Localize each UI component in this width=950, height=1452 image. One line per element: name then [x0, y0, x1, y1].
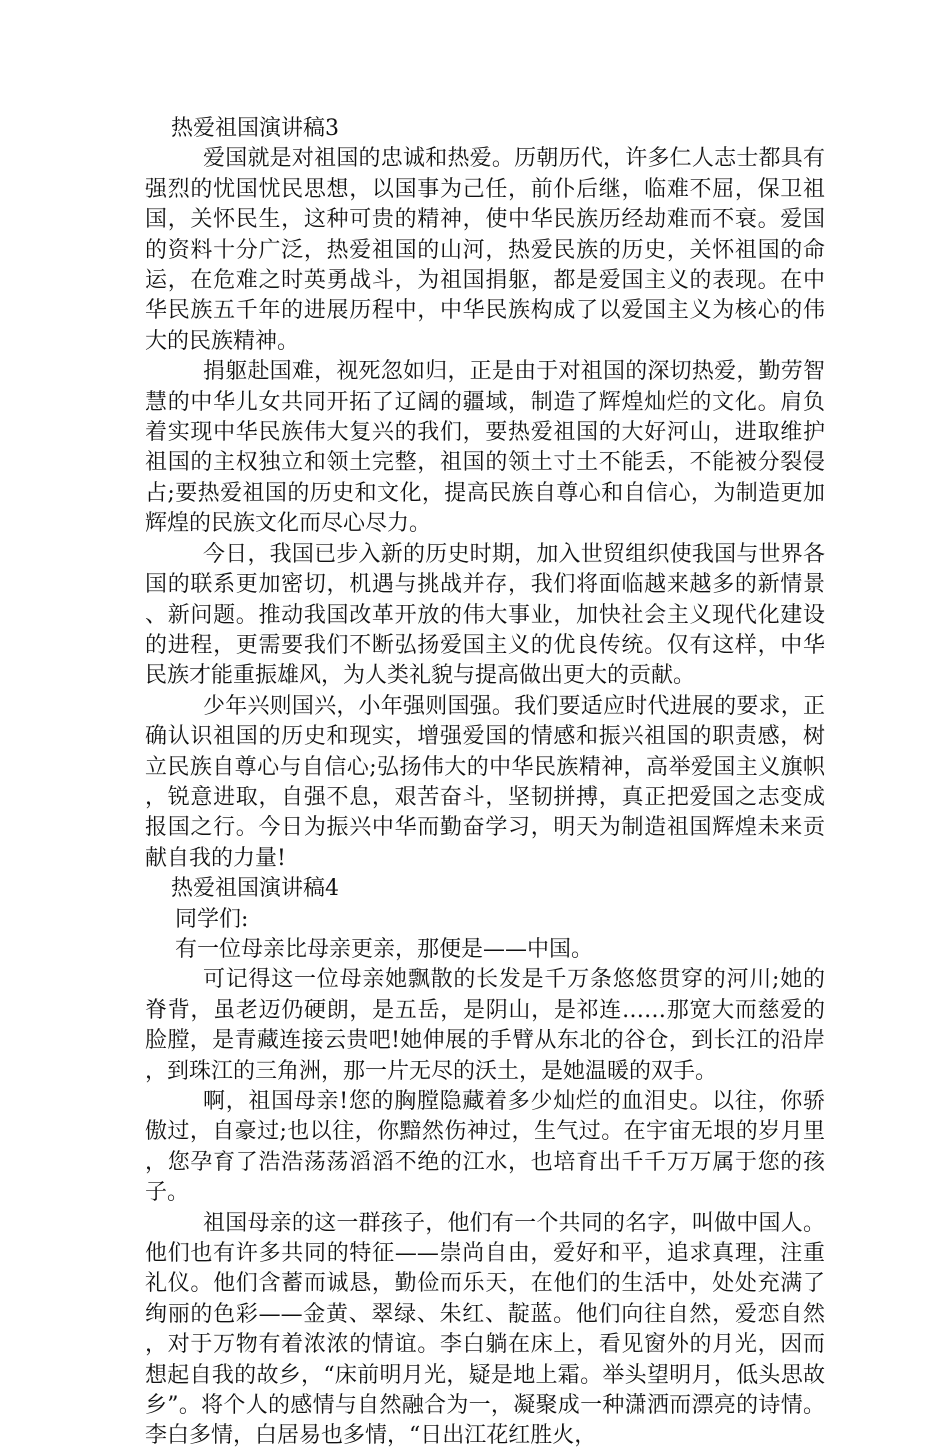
speech4-opening: 有一位母亲比母亲更亲，那便是——中国。 — [175, 936, 594, 962]
speech3-paragraph-3: 今日，我国已步入新的历史时期，加入世贸组织使我国与世界各国的联系更加密切，机遇与挑战并存，我们将面临越来越多的新情景、新问题。推动我国改革开放的伟大事业，加快社会主义现代化建设的进程，更需要我们不断弘扬爱国主义的优良传统。仅有这样，中华民族才能重振雄风，为人类礼貌与提高做出更大的贡献。 — [145, 541, 825, 689]
document-page — [145, 114, 825, 1452]
speech4-paragraph-1: 可记得这一位母亲她飘散的长发是千万条悠悠贯穿的河川;她的脊背，虽老迈仍硬朗，是五岳，是阴山，是祁连……那宽大而慈爱的脸膛，是青藏连接云贵吧!她伸展的手臂从东北的谷仓，到长江的沿岸，到珠江的三角洲，那一片无尽的沃土，是她温暖的双手。 — [145, 967, 825, 1084]
speech4-paragraph-2: 啊，祖国母亲!您的胸膛隐藏着多少灿烂的血泪史。以往，你骄傲过，自豪过;也以往，你黯然伤神过，生气过。在宇宙无垠的岁月里，您孕育了浩浩荡荡滔滔不绝的江水，也培育出千千万万属于您的孩子。 — [145, 1089, 825, 1206]
speech3-title: 热爱祖国演讲稿3 — [171, 116, 339, 141]
speech3-paragraph-2: 捐躯赴国难，视死忽如归，正是由于对祖国的深切热爱，勤劳智慧的中华儿女共同开拓了辽阔的疆域，制造了辉煌灿烂的文化。肩负着实现中华民族伟大复兴的我们，要热爱祖国的大好河山，进取维护祖国的主权独立和领土完整，祖国的领土寸土不能丢，不能被分裂侵占;要热爱祖国的历史和文化，提高民族自尊心和自信心，为制造更加辉煌的民族文化而尽心尽力。 — [145, 359, 825, 537]
speech4-title: 热爱祖国演讲稿4 — [171, 876, 339, 902]
speech4-greeting: 同学们: — [175, 906, 249, 932]
speech3-paragraph-1: 爱国就是对祖国的忠诚和热爱。历朝历代，许多仁人志士都具有强烈的忧国忧民思想，以国事为己任，前仆后继，临难不屈，保卫祖国，关怀民生，这种可贵的精神，使中华民族历经劫难而不衰。爱国的资料十分广泛，热爱祖国的山河，热爱民族的历史，关怀祖国的命运，在危难之时英勇战斗，为祖国捐躯，都是爱国主义的表现。在中华民族五千年的进展历程中，中华民族构成了以爱国主义为核心的伟大的民族精神。 — [145, 146, 825, 354]
speech3-paragraph-4: 少年兴则国兴，小年强则国强。我们要适应时代进展的要求，正确认识祖国的历史和现实，增强爱国的情感和振兴祖国的职责感，树立民族自尊心与自信心;弘扬伟大的中华民族精神，高举爱国主义旗帜，锐意进取，自强不息，艰苦奋斗，坚韧拼搏，真正把爱国之志变成报国之行。今日为振兴中华而勤奋学习，明天为制造祖国辉煌未来贡献自我的力量! — [145, 693, 825, 871]
speech4-paragraph-3: 祖国母亲的这一群孩子，他们有一个共同的名字，叫做中国人。他们也有许多共同的特征——崇尚自由，爱好和平，追求真理，注重礼仪。他们含蓄而诚恳，勤俭而乐天，在他们的生活中，处处充满了绚丽的色彩——金黄、翠绿、朱红、靛蓝。他们向往自然，爱恋自然，对于万物有着浓浓的情谊。李白躺在床上，看见窗外的月光，因而想起自我的故乡，“床前明月光，疑是地上霜。举头望明月，低头思故乡”。将个人的感情与自然融合为一，凝聚成一种潇洒而漂亮的诗情。李白多情，白居易也多情，“日出江花红胜火， — [145, 1210, 825, 1449]
